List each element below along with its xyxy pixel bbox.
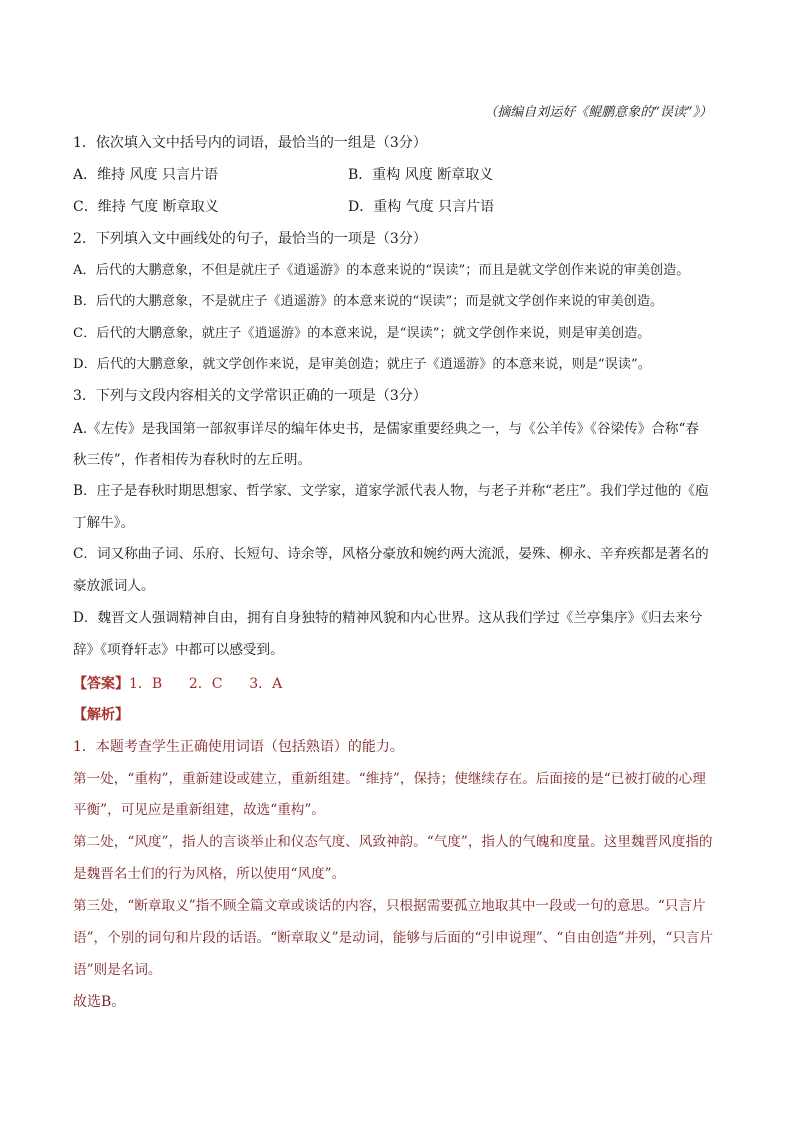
question-2-option-c: C．后代的大鹏意象，就庄子《逍遥游》的本意来说，是“误读”；就文学创作来说，则是审美创造。 — [73, 326, 651, 341]
analysis-line-4: 第二处，“风度”，指人的言谈举止和仪态气度、风致神韵。“气度”，指人的气魄和度量。这里魏晋风度指的 — [73, 834, 713, 850]
question-2-option-a: A．后代的大鹏意象，不但是就庄子《逍遥游》的本意来说的“误读”；而且是就文学创作来说的审美创造。 — [73, 263, 690, 278]
question-3-option-c-line2: 豪放派词人。 — [73, 578, 155, 594]
answer-text: 1．B 2．C 3．A — [129, 676, 283, 692]
question-1-option-a: A．维持 风度 只言片语 — [73, 167, 219, 183]
question-3-option-c-line1: C．词又称曲子词、乐府、长短句、诗余等，风格分豪放和婉约两大流派，晏殊、柳永、辛弃疾都是著名的 — [73, 546, 709, 562]
question-2-stem: 2．下列填入文中画线处的句子，最恰当的一项是（3分） — [73, 231, 427, 247]
analysis-line-2: 第一处，“重构”，重新建设或建立，重新组建。“维持”，保持；使继续存在。后面接的是“已被打破的心理 — [73, 771, 706, 787]
question-2-option-b: B．后代的大鹏意象，不是就庄子《逍遥游》的本意来说的“误读”；而是就文学创作来说的审美创造。 — [73, 294, 664, 309]
question-3-option-a-line1: A.《左传》是我国第一部叙事详尽的编年体史书，是儒家重要经典之一，与《公羊传》《谷梁传》合称“春 — [73, 421, 700, 437]
question-3-stem: 3．下列与文段内容相关的文学常识正确的一项是（3分） — [73, 388, 427, 404]
question-3-option-d-line2: 辞》《项脊轩志》中都可以感受到。 — [73, 642, 284, 658]
analysis-label: 【解析】 — [73, 707, 129, 723]
analysis-line-7: 语”，个别的词句和片段的话语。“断章取义”是动词，能够与后面的“引申说理”、“自由创造”并列，“只言片 — [73, 930, 714, 946]
analysis-line-3: 平衡”，可见应是重新组建，故选“重构”。 — [73, 802, 325, 818]
analysis-line-6: 第三处，“断章取义”指不顾全篇文章或谈话的内容，只根据需要孤立地取其中一段或一句的意思。“只言片 — [73, 898, 706, 914]
answer-label: 【答案】 — [73, 676, 129, 692]
analysis-line-5: 是魏晋名士们的行为风格，所以使用“风度”。 — [73, 866, 346, 882]
question-2-option-d: D．后代的大鹏意象，就文学创作来说，是审美创造；就庄子《逍遥游》的本意来说，则是“误读”。 — [73, 357, 651, 372]
source-citation: （摘编自刘运好《鲲鹏意象的“误读”》） — [484, 105, 712, 120]
question-1-option-b: B．重构 风度 断章取义 — [348, 167, 494, 183]
question-3-option-b-line1: B．庄子是春秋时期思想家、哲学家、文学家，道家学派代表人物，与老子并称“老庄”。我们学过他的《庖 — [73, 483, 709, 499]
question-1-option-d: D．重构 气度 只言片语 — [348, 199, 495, 215]
question-1-option-c: C．维持 气度 断章取义 — [73, 199, 219, 215]
question-3-option-d-line1: D．魏晋文人强调精神自由，拥有自身独特的精神风貌和内心世界。这从我们学过《兰亭集序》《归去来兮 — [73, 610, 703, 626]
analysis-line-9: 故选B。 — [73, 994, 126, 1010]
analysis-line-8: 语”则是名词。 — [73, 962, 162, 978]
question-1-stem: 1．依次填入文中括号内的词语，最恰当的一组是（3分） — [73, 135, 427, 151]
answer-row — [73, 674, 282, 694]
analysis-line-1: 1．本题考查学生正确使用词语（包括熟语）的能力。 — [73, 739, 404, 755]
question-3-option-b-line2: 丁解牛》。 — [73, 515, 135, 531]
question-3-option-a-line2: 秋三传”，作者相传为春秋时的左丘明。 — [73, 452, 312, 468]
